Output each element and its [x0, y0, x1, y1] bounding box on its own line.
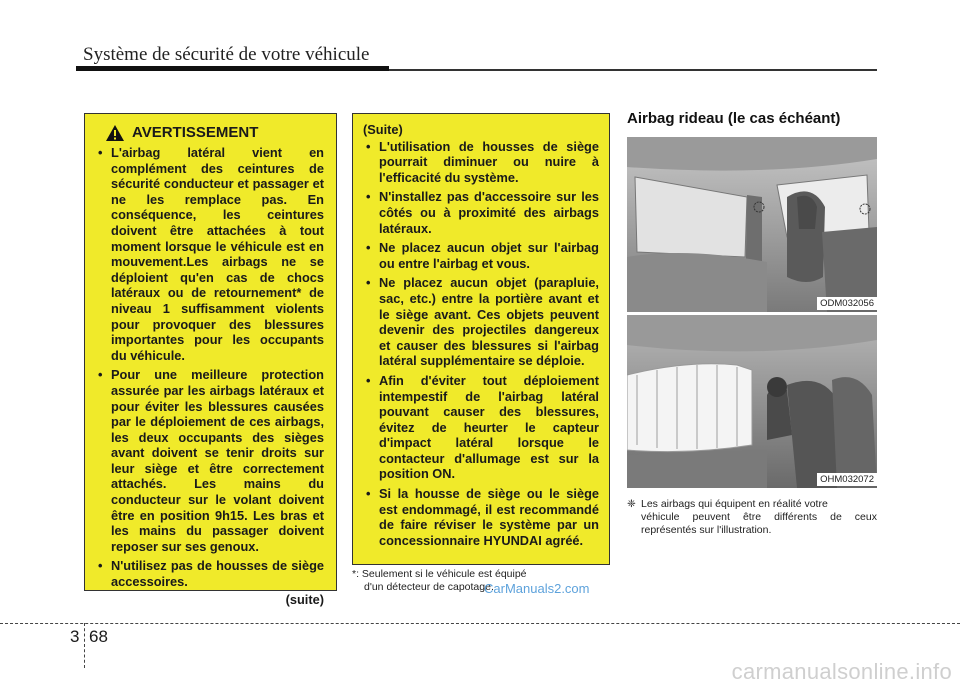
header-rule: [76, 66, 389, 71]
warning-item: • Pour une meilleure protection assurée par les airbags latéraux et pour éviter les blessures causées par le déploiement de ces airbags, les deux occupants des sièges avant doivent se tenir droits sur leur siège et être correctement attachés. Les mains du conducteur sur le volant doivent être en position 9h15. Les bras et les mains du passager doivent reposer sur ses genoux.: [95, 367, 324, 554]
curtain-airbag-photo-deployed: [627, 315, 877, 488]
car-interior-illustration: [627, 137, 877, 312]
curtain-airbag-illustration: [627, 315, 877, 488]
note-line: Les airbags qui équipent en réalité votre: [641, 498, 828, 510]
warning-item: • L'airbag latéral vient en complément des ceintures de sécurité conducteur et passager et ne les remplace pas. En conséquence, les ceintures doivent être attachées à tout moment lorsque le véhicule est en mouvement.Les airbags ne se déploient qu'en cas de chocs latéraux ou de retournement* de niveau 1 suffisamment violents pour provoquer des blessures importantes pour les occupants du véhicule.: [95, 145, 324, 363]
warning-heading-text: AVERTISSEMENT: [132, 124, 259, 142]
footnote-line: *: Seulement si le véhicule est équipé: [352, 568, 527, 580]
warning-list: [95, 145, 324, 590]
warning-box: [84, 113, 337, 607]
suite-label: (suite): [285, 591, 324, 607]
continuation-item: • Si la housse de siège ou le siège est endommagé, il est recommandé de faire réviser le système par un concessionnaire HYUNDAI agréé.: [363, 486, 599, 548]
continuation-item: • L'utilisation de housses de siège pourrait diminuer ou nuire à l'efficacité du système.: [363, 139, 599, 186]
page-header-title: Système de sécurité de votre véhicule: [83, 44, 370, 65]
section-title: Airbag rideau (le cas échéant): [627, 110, 841, 127]
continuation-item: • Ne placez aucun objet sur l'airbag ou entre l'airbag et vous.: [363, 240, 599, 271]
page-number-divider: [84, 623, 85, 668]
page-number: 68: [89, 627, 108, 646]
footnote-line: d'un détecteur de capotage.: [364, 581, 494, 593]
warning-item: • N'utilisez pas de housses de siège accessoires.: [95, 558, 324, 589]
figure-label: ODM032056: [817, 297, 877, 310]
continuation-item: • Ne placez aucun objet (parapluie, sac, etc.) entre la portière avant et le siège avant. Ces objets peuvent devenir des projectiles dangereux et causer des blessures si l'airbag latéral supplémentaire se déploie.: [363, 275, 599, 369]
header-rule-thin: [389, 69, 877, 71]
curtain-airbag-photo-interior: [627, 137, 877, 312]
continuation-item: • Afin d'éviter tout déploiement intempestif de l'airbag latéral pouvant causer des blessures, évitez de heurter le capteur d'impact latéral lorsque le contacteur d'allumage est sur la position ON.: [363, 373, 599, 482]
figure-label: OHM032072: [817, 473, 877, 486]
watermark-link[interactable]: CarManuals2.com: [484, 581, 590, 596]
illustration-note: [627, 498, 877, 537]
continuation-heading: (Suite): [363, 122, 403, 137]
warning-heading: [105, 124, 324, 142]
continuation-box: [352, 113, 610, 565]
note-symbol-icon: ❈: [627, 498, 636, 510]
footer-watermark: carmanualsonline.info: [731, 659, 952, 684]
warning-triangle-icon: [105, 124, 125, 142]
continuation-list: [363, 139, 599, 549]
continuation-item: • N'installez pas d'accessoire sur les côtés ou à proximité des airbags latéraux.: [363, 189, 599, 236]
note-line: véhicule peuvent être différents de ceux représentés sur l'illustration.: [641, 511, 877, 536]
footer-divider: [0, 623, 960, 624]
chapter-number: 3: [70, 627, 80, 646]
